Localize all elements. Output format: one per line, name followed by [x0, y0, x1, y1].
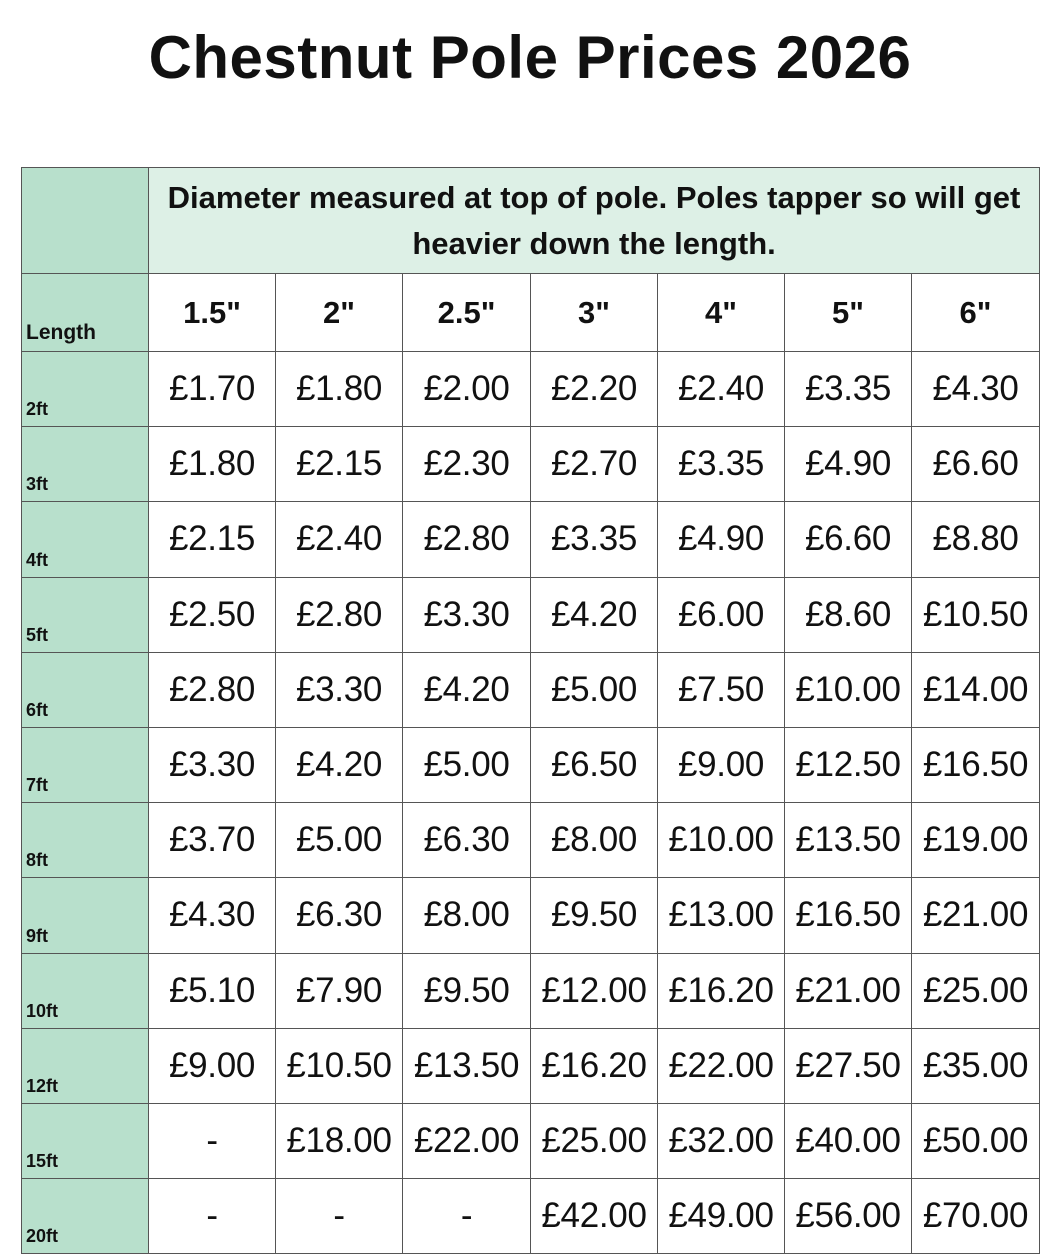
- table-row: [22, 352, 1040, 427]
- price-cell: £2.80: [276, 577, 403, 652]
- price-cell: £10.00: [785, 652, 912, 727]
- price-cell: £2.40: [276, 502, 403, 577]
- price-cell: £3.35: [785, 352, 912, 427]
- header-row: [22, 274, 1040, 352]
- price-cell: £2.70: [531, 427, 658, 502]
- price-cell: £3.35: [658, 427, 785, 502]
- price-cell: £2.15: [276, 427, 403, 502]
- price-table: [21, 167, 1040, 1254]
- price-cell: £3.30: [403, 577, 531, 652]
- price-cell: £19.00: [912, 803, 1040, 878]
- price-cell: £70.00: [912, 1179, 1040, 1254]
- price-cell: £22.00: [658, 1028, 785, 1103]
- price-cell: £35.00: [912, 1028, 1040, 1103]
- price-cell: £3.30: [149, 727, 276, 802]
- table-row: [22, 953, 1040, 1028]
- price-cell: £6.00: [658, 577, 785, 652]
- price-cell: £4.90: [658, 502, 785, 577]
- length-label: 6ft: [22, 652, 149, 727]
- price-cell: £21.00: [912, 878, 1040, 953]
- corner-cell: [22, 168, 149, 274]
- diameter-header: 5": [785, 274, 912, 352]
- table-row: [22, 727, 1040, 802]
- length-label: 15ft: [22, 1103, 149, 1178]
- length-label: 9ft: [22, 878, 149, 953]
- length-label: 10ft: [22, 953, 149, 1028]
- price-cell: £1.70: [149, 352, 276, 427]
- price-cell: £2.00: [403, 352, 531, 427]
- price-cell: £18.00: [276, 1103, 403, 1178]
- length-label: 8ft: [22, 803, 149, 878]
- price-cell: £50.00: [912, 1103, 1040, 1178]
- length-label: 4ft: [22, 502, 149, 577]
- diameter-note: Diameter measured at top of pole. Poles tapper so will get heavier down the length.: [149, 168, 1040, 274]
- note-row: [22, 168, 1040, 274]
- price-cell: £10.00: [658, 803, 785, 878]
- price-cell: £25.00: [912, 953, 1040, 1028]
- price-cell: £14.00: [912, 652, 1040, 727]
- price-cell: £8.00: [403, 878, 531, 953]
- diameter-header: 2": [276, 274, 403, 352]
- price-cell: £13.00: [658, 878, 785, 953]
- price-cell: £1.80: [149, 427, 276, 502]
- table-row: [22, 502, 1040, 577]
- price-cell: £12.00: [531, 953, 658, 1028]
- length-header: Length: [22, 274, 149, 352]
- price-cell: £16.20: [531, 1028, 658, 1103]
- page-title: Chestnut Pole Prices 2026: [148, 24, 912, 91]
- table-row: [22, 577, 1040, 652]
- price-cell: £9.00: [149, 1028, 276, 1103]
- price-cell: £22.00: [403, 1103, 531, 1178]
- price-cell: £4.90: [785, 427, 912, 502]
- price-cell: £40.00: [785, 1103, 912, 1178]
- price-cell: £2.20: [531, 352, 658, 427]
- price-cell: £3.30: [276, 652, 403, 727]
- price-cell: £9.50: [403, 953, 531, 1028]
- price-cell: -: [149, 1179, 276, 1254]
- price-cell: £12.50: [785, 727, 912, 802]
- length-label: 3ft: [22, 427, 149, 502]
- price-cell: £6.60: [785, 502, 912, 577]
- price-cell: £3.70: [149, 803, 276, 878]
- price-cell: £2.80: [403, 502, 531, 577]
- table-row: [22, 652, 1040, 727]
- price-cell: £6.60: [912, 427, 1040, 502]
- price-cell: £13.50: [785, 803, 912, 878]
- price-cell: £2.30: [403, 427, 531, 502]
- price-cell: £6.30: [403, 803, 531, 878]
- price-cell: £8.80: [912, 502, 1040, 577]
- price-cell: £5.00: [276, 803, 403, 878]
- price-cell: £21.00: [785, 953, 912, 1028]
- length-label: 5ft: [22, 577, 149, 652]
- table-row: [22, 427, 1040, 502]
- price-cell: £9.00: [658, 727, 785, 802]
- price-cell: £10.50: [276, 1028, 403, 1103]
- price-cell: -: [276, 1179, 403, 1254]
- table-row: [22, 1103, 1040, 1178]
- price-cell: £9.50: [531, 878, 658, 953]
- price-cell: £7.50: [658, 652, 785, 727]
- price-cell: £16.20: [658, 953, 785, 1028]
- diameter-header: 6": [912, 274, 1040, 352]
- length-label: 12ft: [22, 1028, 149, 1103]
- price-cell: £4.30: [912, 352, 1040, 427]
- price-cell: £16.50: [912, 727, 1040, 802]
- price-cell: -: [403, 1179, 531, 1254]
- price-cell: £13.50: [403, 1028, 531, 1103]
- price-cell: £2.80: [149, 652, 276, 727]
- price-cell: £2.40: [658, 352, 785, 427]
- length-label: 7ft: [22, 727, 149, 802]
- price-cell: £1.80: [276, 352, 403, 427]
- price-cell: £5.00: [403, 727, 531, 802]
- price-cell: £4.20: [531, 577, 658, 652]
- price-cell: £32.00: [658, 1103, 785, 1178]
- price-cell: £5.10: [149, 953, 276, 1028]
- diameter-header: 3": [531, 274, 658, 352]
- price-cell: £4.20: [403, 652, 531, 727]
- length-label: 20ft: [22, 1179, 149, 1254]
- price-cell: £27.50: [785, 1028, 912, 1103]
- price-cell: £2.15: [149, 502, 276, 577]
- price-cell: £4.20: [276, 727, 403, 802]
- price-cell: £42.00: [531, 1179, 658, 1254]
- price-cell: £4.30: [149, 878, 276, 953]
- price-cell: £16.50: [785, 878, 912, 953]
- price-cell: £6.50: [531, 727, 658, 802]
- price-cell: £6.30: [276, 878, 403, 953]
- price-cell: £5.00: [531, 652, 658, 727]
- price-cell: £8.00: [531, 803, 658, 878]
- table-row: [22, 803, 1040, 878]
- table-row: [22, 1028, 1040, 1103]
- diameter-header: 1.5": [149, 274, 276, 352]
- price-cell: £3.35: [531, 502, 658, 577]
- length-label: 2ft: [22, 352, 149, 427]
- table-row: [22, 878, 1040, 953]
- price-cell: £56.00: [785, 1179, 912, 1254]
- price-cell: £8.60: [785, 577, 912, 652]
- price-cell: £25.00: [531, 1103, 658, 1178]
- price-cell: £7.90: [276, 953, 403, 1028]
- price-cell: -: [149, 1103, 276, 1178]
- price-cell: £49.00: [658, 1179, 785, 1254]
- price-cell: £10.50: [912, 577, 1040, 652]
- diameter-header: 4": [658, 274, 785, 352]
- diameter-header: 2.5": [403, 274, 531, 352]
- price-cell: £2.50: [149, 577, 276, 652]
- table-row: [22, 1179, 1040, 1254]
